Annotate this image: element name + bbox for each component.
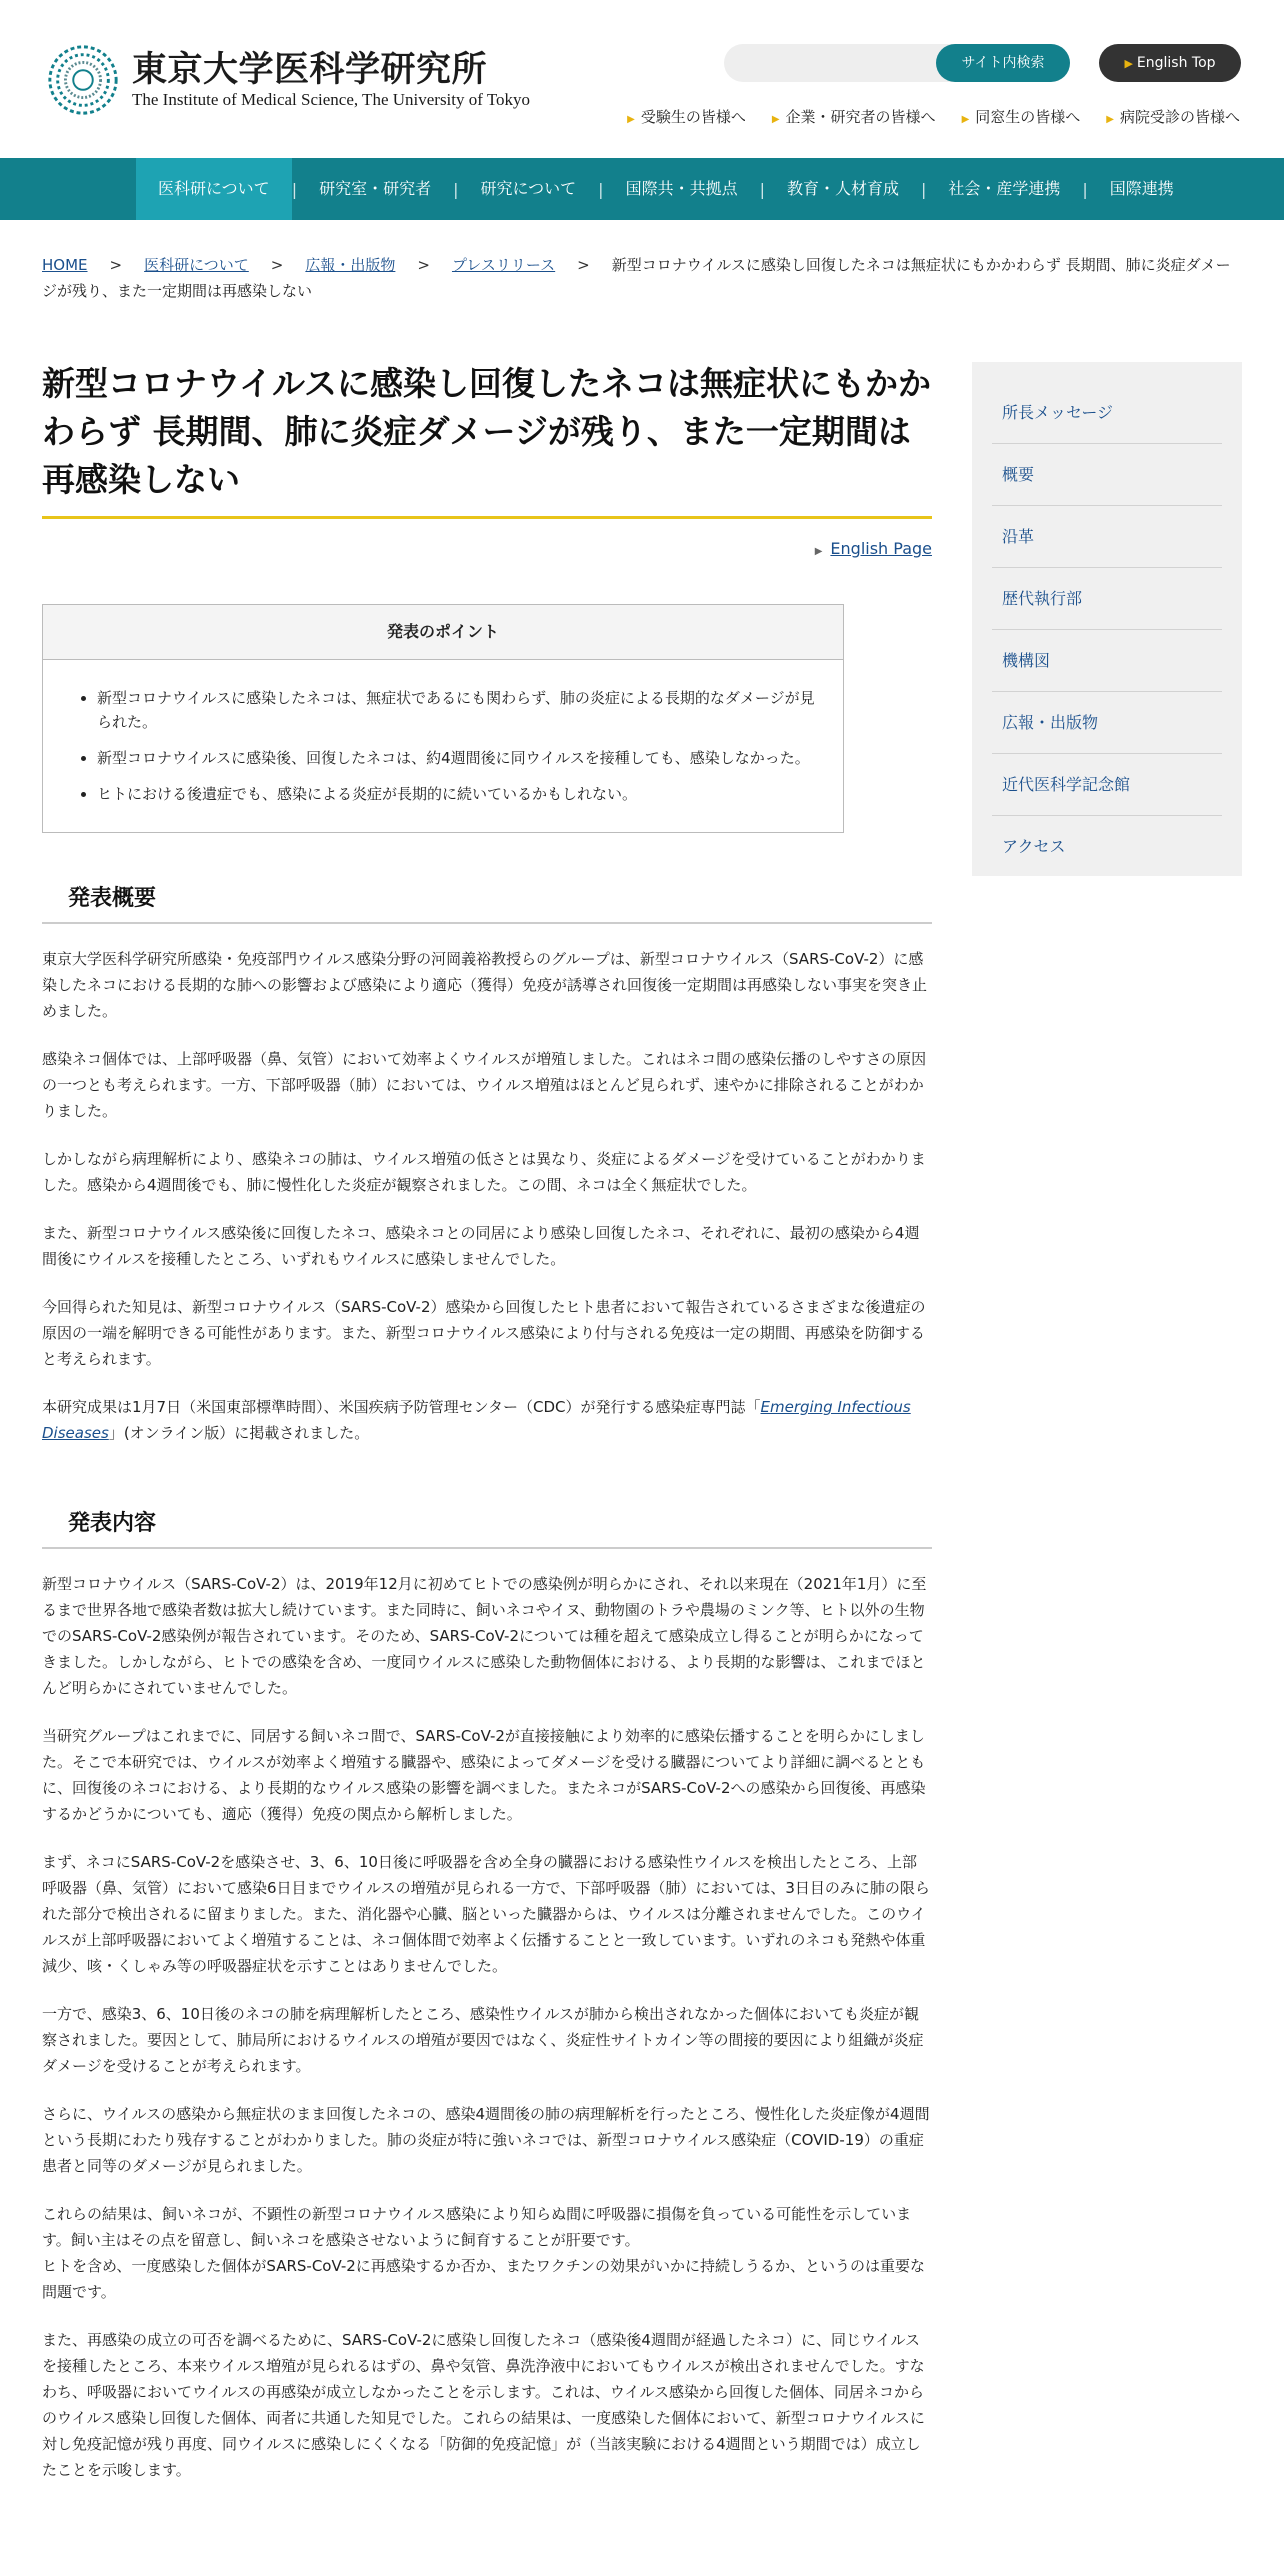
nav-item-research[interactable]: 研究について (480, 179, 577, 198)
summary-paragraph: また、新型コロナウイルス感染後に回復したネコ、感染ネコとの同居により感染し回復したネコ、それぞれに、最初の感染から4週間後にウイルスを接種したところ、いずれもウイルスに感染しませんでした。 (42, 1224, 920, 1268)
english-page-link[interactable]: English Page (830, 539, 932, 558)
sidebar (972, 362, 1242, 876)
audience-link-companies[interactable]: ▶ 企業・研究者の皆様へ (771, 108, 936, 126)
summary-paragraph: 東京大学医科学研究所感染・免疫部門ウイルス感染分野の河岡義裕教授らのグループは、新型コロナウイルス（SARS-CoV-2）に感染したネコにおける長期的な肺への影響および感染により適応（獲得）免疫が誘導され回復後一定期間は再感染しない事実を突き止めました。 (42, 950, 928, 1020)
list-item: • ヒトにおける後遺症でも、感染による炎症が長期的に続いているかもしれない。 (97, 782, 819, 806)
nav-item-international[interactable]: 国際連携 (1109, 179, 1174, 198)
nav-item-labs[interactable]: 研究室・研究者 (319, 179, 432, 198)
breadcrumb-home[interactable]: HOME (42, 256, 88, 274)
triangle-right-icon: ▶ (1124, 57, 1133, 70)
breadcrumb (42, 252, 1242, 304)
list-item: • 新型コロナウイルスに感染後、回復したネコは、約4週間後に同ウイルスを接種しても、感染しなかった。 (97, 746, 819, 770)
logo-title-en: The Institute of Medical Science, The University of Tokyo (132, 90, 531, 109)
sidebar-item-director-message[interactable]: 所長メッセージ (992, 382, 1222, 444)
triangle-right-icon: ▶ (814, 546, 823, 557)
content-paragraph: 当研究グループはこれまでに、同居する飼いネコ間で、SARS-CoV-2が直接接触により効率的に感染伝播することを明らかにしました。そこで本研究では、ウイルスが効率よく増殖する臓器や、感染によってダメージを受ける臓器についてより詳細に調べるとともに、回復後のネコにおける、より長期的なウイルス感染の影響を調べました。またネコがSARS-CoV-2への感染から回復後、再感染するかどうかについても、適応（獲得）免疫の関点から解析しました。 (42, 1727, 926, 1823)
nav-separator: | (291, 179, 298, 199)
nav-item-industry[interactable]: 社会・産学連携 (948, 179, 1061, 198)
key-points-heading: 発表のポイント (43, 605, 843, 660)
sidebar-item-executives[interactable]: 歴代執行部 (992, 568, 1222, 630)
english-top-button[interactable] (1099, 44, 1241, 82)
main-content (42, 360, 932, 2483)
sidebar-menu (972, 362, 1242, 877)
nav-item-education[interactable]: 教育・人材育成 (786, 179, 899, 198)
breadcrumb-about[interactable]: 医科研について (144, 256, 249, 274)
section-heading-summary: 発表概要 (42, 881, 932, 924)
nav-separator: | (920, 179, 927, 199)
audience-link-alumni[interactable]: ▶ 同窓生の皆様へ (961, 108, 1081, 126)
nav-item-about[interactable]: 医科研について (136, 158, 292, 220)
nav-separator: | (759, 179, 765, 199)
sidebar-item-museum[interactable]: 近代医科学記念館 (992, 754, 1222, 816)
breadcrumb-separator: > (577, 256, 590, 274)
sidebar-item-organization[interactable]: 機構図 (992, 630, 1222, 692)
triangle-right-icon: ▶ (1106, 114, 1114, 125)
site-search (724, 44, 1070, 82)
audience-link-students[interactable]: ▶ 受験生の皆様へ (627, 108, 746, 126)
english-top-label: English Top (1136, 55, 1216, 71)
triangle-right-icon: ▶ (771, 114, 780, 125)
list-item: • 新型コロナウイルスに感染したネコは、無症状であるにも関わらず、肺の炎症による長期的なダメージが見られた。 (97, 686, 819, 734)
search-button[interactable]: サイト内検索 (936, 44, 1070, 82)
site-logo[interactable] (44, 40, 531, 120)
content-paragraph: 新型コロナウイルス（SARS-CoV-2）は、2019年12月に初めてヒトでの感染例が明らかにされ、それ以来現在（2021年1月）に至るまで世界各地で感染者数は拡大し続けています。また同時に、飼いネコやイヌ、動物園のトラや農場のミンク等、ヒト以外の生物でのSARS-CoV-2感染例が報告されています。そのため、SARS-CoV-2については種を超えて感染成立し得ることが明らかになってきました。しかしながら、ヒトでの感染を含め、一度同ウイルスに感染した動物個体における、より長期的な影響は、これまでほとんど明らかにされていませんでした。 (42, 1575, 927, 1697)
content-paragraph: これらの結果は、飼いネコが、不顕性の新型コロナウイルス感染により知らぬ間に呼吸器に損傷を負っている可能性を示しています。飼い主はその点を留意し、飼いネコを感染させないように飼育することが肝要です。 ヒトを含め、一度感染した個体がSARS-CoV-2に再感染するか否か、またワクチンの効果がいかに持続しうるか、というのは重要な問題です。 (42, 2205, 926, 2301)
summary-paragraph: 今回得られた知見は、新型コロナウイルス（SARS-CoV-2）感染から回復したヒト患者において報告されているさまざまな後遺症の原因の一端を解明できる可能性があります。また、新型コロナウイルス感染により付与される免疫は一定の期間、再感染を防御すると考えられます。 (42, 1298, 926, 1368)
summary-paragraph: 感染ネコ個体では、上部呼吸器（鼻、気管）において効率よくウイルスが増殖しました。これはネコ間の感染伝播のしやすさの原因の一つとも考えられます。一方、下部呼吸器（肺）においては、ウイルス増殖はほとんど見られず、速やかに排除されることがわかりました。 (42, 1050, 927, 1120)
content-paragraph: また、再感染の成立の可否を調べるために、SARS-CoV-2に感染し回復したネコ（感染後4週間が経過したネコ）に、同じウイルスを接種したところ、本来ウイルス増殖が見られるはずの、鼻や気管、鼻洗浄液中においてもウイルスが検出されませんでした。すなわち、呼吸器においてウイルスの再感染が成立しなかったことを示します。これは、ウイルス感染から回復した個体、同居ネコからのウイルス感染し回復した個体、両者に共通した知見でした。これらの結果は、一度感染した個体において、新型コロナウイルスに対し免疫記憶が残り再度、同ウイルスに感染しにくくなる「防御的免疫記憶」が（当該実験における4週間という期間では）成立したことを示唆します。 (42, 2331, 925, 2479)
sidebar-item-publications[interactable]: 広報・出版物 (992, 692, 1222, 754)
triangle-right-icon: ▶ (961, 114, 970, 125)
breadcrumb-separator: > (417, 256, 430, 274)
ims-logo-icon (44, 41, 122, 119)
key-points-box (42, 604, 844, 833)
english-page-link-row (42, 539, 932, 558)
sidebar-item-access[interactable]: アクセス (1002, 837, 1066, 856)
audience-links (627, 106, 1240, 127)
sidebar-item-history[interactable]: 沿革 (992, 506, 1222, 568)
breadcrumb-separator: > (270, 256, 284, 274)
page-title: 新型コロナウイルスに感染し回復したネコは無症状にもかかわらず 長期間、肺に炎症ダメージが残り、また一定期間は再感染しない (42, 360, 932, 519)
breadcrumb-current: 新型コロナウイルスに感染し回復したネコは無症状にもかかわらず 長期間、肺に炎症ダメージが残り、また一定期間は再感染しない (42, 256, 1231, 300)
section-heading-content: 発表内容 (42, 1506, 932, 1549)
site-header (0, 0, 1284, 158)
global-nav (0, 158, 1284, 220)
breadcrumb-separator: > (109, 256, 123, 274)
summary-paragraph: しかしながら病理解析により、感染ネコの肺は、ウイルス増殖の低さとは異なり、炎症によるダメージを受けていることがわかりました。感染から4週間後でも、肺に慢性化した炎症が観察されました。この間、ネコは全く無症状でした。 (42, 1150, 926, 1194)
audience-link-patients[interactable]: ▶ 病院受診の皆様へ (1106, 108, 1240, 126)
nav-separator: | (453, 179, 459, 199)
breadcrumb-press-releases[interactable]: プレスリリース (451, 256, 556, 274)
nav-separator: | (1082, 179, 1088, 199)
logo-title-jp: 東京大学医科学研究所 (132, 49, 488, 90)
nav-item-joint-hub[interactable]: 国際共・共拠点 (625, 179, 738, 198)
breadcrumb-publications[interactable]: 広報・出版物 (305, 256, 396, 274)
triangle-right-icon: ▶ (627, 114, 635, 125)
search-input[interactable] (738, 44, 932, 84)
publication-paragraph: 本研究成果は1月7日（米国東部標準時間）、米国疾病予防管理センター（CDC）が発行する感染症専門誌「Emerging Infectious Diseases」(オンライン版）に掲載されました。 (42, 1398, 911, 1442)
sidebar-item-overview[interactable]: 概要 (992, 444, 1222, 506)
journal-link[interactable]: Emerging Infectious Diseases (42, 1398, 911, 1442)
content-paragraph: 一方で、感染3、6、10日後のネコの肺を病理解析したところ、感染性ウイルスが肺から検出されなかった個体においても炎症が観察されました。要因として、肺局所におけるウイルスの増殖が要因ではなく、炎症性サイトカイン等の間接的要因により組織が炎症ダメージを受けることが考えられます。 (42, 2005, 924, 2075)
nav-separator: | (598, 179, 604, 199)
key-points-list (53, 686, 819, 806)
content-paragraph: まず、ネコにSARS-CoV-2を感染させ、3、6、10日後に呼吸器を含め全身の臓器における感染性ウイルスを検出したところ、上部呼吸器（鼻、気管）において感染6日目までウイルスの増殖が見られる一方で、下部呼吸器（肺）においては、3日目のみに肺の限られた部分で検出されるに留まりました。また、消化器や心臓、脳といった臓器からは、ウイルスは分離されませんでした。このウイルスが上部呼吸器においてよく増殖することは、ネコ個体間で効率よく伝播することと一致しています。いずれのネコも発熱や体重減少、咳・くしゃみ等の呼吸器症状を示すことはありませんでした。 (42, 1853, 930, 1975)
content-paragraph: さらに、ウイルスの感染から無症状のまま回復したネコの、感染4週間後の肺の病理解析を行ったところ、慢性化した炎症像が4週間という長期にわたり残存することがわかりました。肺の炎症が特に強いネコでは、新型コロナウイルス感染症（COVID-19）の重症患者と同等のダメージが見られました。 (42, 2105, 930, 2175)
